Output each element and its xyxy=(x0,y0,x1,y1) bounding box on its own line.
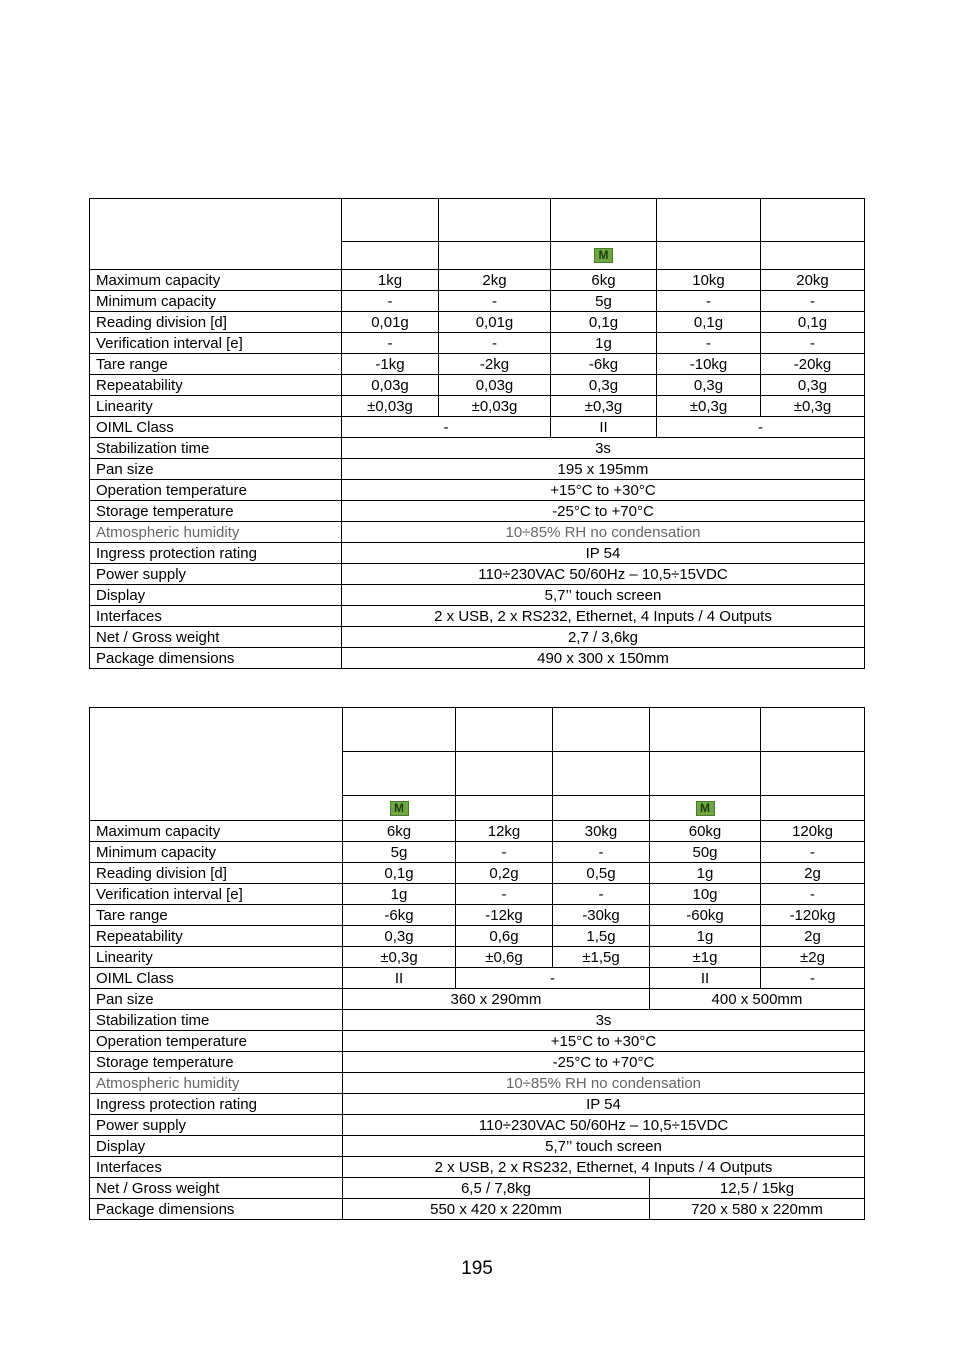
row-label: Operation temperature xyxy=(90,1031,343,1052)
table-row xyxy=(90,501,865,522)
table-cell: 0,1g xyxy=(551,312,657,333)
empty-header-cell xyxy=(551,242,657,270)
table-cell: 3s xyxy=(343,1010,865,1031)
table-row xyxy=(90,459,865,480)
table-cell: - xyxy=(657,417,865,438)
table-row xyxy=(90,648,865,669)
table-cell: 0,3g xyxy=(657,375,761,396)
table-cell: 3s xyxy=(342,438,865,459)
table-cell: 1,5g xyxy=(553,926,650,947)
table-row xyxy=(90,564,865,585)
table-row xyxy=(90,1115,865,1136)
table-cell: - xyxy=(342,291,439,312)
table-cell: II xyxy=(343,968,456,989)
row-label: Repeatability xyxy=(90,375,342,396)
row-label: Linearity xyxy=(90,396,342,417)
table-cell: 0,6g xyxy=(456,926,553,947)
row-label: Atmospheric humidity xyxy=(90,522,342,543)
table-row xyxy=(90,1094,865,1115)
table-cell: 12kg xyxy=(456,821,553,842)
row-label: Tare range xyxy=(90,905,343,926)
table-cell: 0,1g xyxy=(657,312,761,333)
table-cell: 0,1g xyxy=(761,312,865,333)
row-label: Stabilization time xyxy=(90,438,342,459)
table-cell: 2g xyxy=(761,926,865,947)
row-label: Repeatability xyxy=(90,926,343,947)
legal-metrology-m-icon: M xyxy=(390,801,409,816)
empty-header-cell xyxy=(553,708,650,752)
table-cell: - xyxy=(761,968,865,989)
table-cell: 6kg xyxy=(343,821,456,842)
table-row xyxy=(90,312,865,333)
empty-header-cell xyxy=(439,199,551,242)
table-cell: - xyxy=(439,333,551,354)
table-row xyxy=(90,270,865,291)
table-cell: - xyxy=(342,417,551,438)
empty-header-cell xyxy=(761,708,865,752)
row-label: Linearity xyxy=(90,947,343,968)
table-row xyxy=(90,438,865,459)
table-cell: -25°C to +70°C xyxy=(342,501,865,522)
table-row xyxy=(90,522,865,543)
table-cell: - xyxy=(761,884,865,905)
table-cell: ±0,3g xyxy=(761,396,865,417)
table-cell: -1kg xyxy=(342,354,439,375)
table-row xyxy=(90,291,865,312)
table-cell: 110÷230VAC 50/60Hz – 10,5÷15VDC xyxy=(342,564,865,585)
table-cell: 30kg xyxy=(553,821,650,842)
table-row xyxy=(90,821,865,842)
table-row xyxy=(90,1199,865,1220)
table-cell: ±0,03g xyxy=(439,396,551,417)
table-row xyxy=(90,1073,865,1094)
row-label: Interfaces xyxy=(90,606,342,627)
header-corner-cell xyxy=(90,199,342,270)
table-row xyxy=(90,884,865,905)
row-label: Reading division [d] xyxy=(90,312,342,333)
empty-header-cell xyxy=(456,708,553,752)
table-row xyxy=(90,417,865,438)
table-cell: -6kg xyxy=(343,905,456,926)
table-cell: 2 x USB, 2 x RS232, Ethernet, 4 Inputs / 4 Outputs xyxy=(342,606,865,627)
empty-header-cell xyxy=(657,199,761,242)
table-cell: - xyxy=(657,291,761,312)
row-label: Display xyxy=(90,1136,343,1157)
table-cell: ±0,3g xyxy=(343,947,456,968)
row-label: OIML Class xyxy=(90,417,342,438)
table-cell: 6kg xyxy=(551,270,657,291)
table-cell: 60kg xyxy=(650,821,761,842)
table-cell: II xyxy=(650,968,761,989)
table-cell: -30kg xyxy=(553,905,650,926)
empty-header-cell xyxy=(650,752,761,796)
table-cell: -6kg xyxy=(551,354,657,375)
empty-header-cell xyxy=(456,796,553,821)
table-cell: 1g xyxy=(650,926,761,947)
empty-header-cell xyxy=(650,796,761,821)
row-label: Net / Gross weight xyxy=(90,1178,343,1199)
empty-header-cell xyxy=(551,199,657,242)
table-cell: -12kg xyxy=(456,905,553,926)
table-cell: ±0,6g xyxy=(456,947,553,968)
row-label: Verification interval [e] xyxy=(90,884,343,905)
table-row xyxy=(90,947,865,968)
table-cell: -25°C to +70°C xyxy=(343,1052,865,1073)
row-label: Net / Gross weight xyxy=(90,627,342,648)
table-cell: 10÷85% RH no condensation xyxy=(343,1073,865,1094)
empty-header-cell xyxy=(553,752,650,796)
table-cell: 0,2g xyxy=(456,863,553,884)
table-cell: 550 x 420 x 220mm xyxy=(343,1199,650,1220)
table-cell: - xyxy=(553,884,650,905)
table-row xyxy=(90,627,865,648)
table-cell: 10kg xyxy=(657,270,761,291)
row-label: Minimum capacity xyxy=(90,291,342,312)
empty-header-cell xyxy=(761,796,865,821)
row-label: Storage temperature xyxy=(90,1052,343,1073)
table-cell: 12,5 / 15kg xyxy=(650,1178,865,1199)
table-cell: 2 x USB, 2 x RS232, Ethernet, 4 Inputs / 4 Outputs xyxy=(343,1157,865,1178)
table-row xyxy=(90,905,865,926)
table-cell: - xyxy=(342,333,439,354)
table-cell: - xyxy=(456,842,553,863)
table-cell: 6,5 / 7,8kg xyxy=(343,1178,650,1199)
table-cell: 1g xyxy=(551,333,657,354)
table-row xyxy=(90,1178,865,1199)
table-cell: 0,1g xyxy=(343,863,456,884)
table-cell: ±0,3g xyxy=(551,396,657,417)
legal-metrology-m-icon: M xyxy=(594,248,613,263)
table-cell: 10÷85% RH no condensation xyxy=(342,522,865,543)
row-label: Pan size xyxy=(90,989,343,1010)
row-label: Maximum capacity xyxy=(90,821,343,842)
row-label: Display xyxy=(90,585,342,606)
empty-header-cell xyxy=(657,242,761,270)
table-cell: 195 x 195mm xyxy=(342,459,865,480)
spec-table-1 xyxy=(89,198,865,669)
table-cell: 2,7 / 3,6kg xyxy=(342,627,865,648)
table-cell: 0,03g xyxy=(439,375,551,396)
table-cell: -60kg xyxy=(650,905,761,926)
row-label: Pan size xyxy=(90,459,342,480)
table-row xyxy=(90,863,865,884)
row-label: Stabilization time xyxy=(90,1010,343,1031)
table-row xyxy=(90,968,865,989)
table-cell: 360 x 290mm xyxy=(343,989,650,1010)
table-row xyxy=(90,585,865,606)
empty-header-cell xyxy=(343,796,456,821)
row-label: Operation temperature xyxy=(90,480,342,501)
table-cell: - xyxy=(456,884,553,905)
empty-header-cell xyxy=(343,752,456,796)
table-row xyxy=(90,1136,865,1157)
table-cell: - xyxy=(761,842,865,863)
header-corner-cell xyxy=(90,708,343,821)
empty-header-cell xyxy=(342,199,439,242)
table-cell: 720 x 580 x 220mm xyxy=(650,1199,865,1220)
table-row xyxy=(90,354,865,375)
table-cell: - xyxy=(761,333,865,354)
empty-header-cell xyxy=(553,796,650,821)
row-label: Ingress protection rating xyxy=(90,543,342,564)
table-cell: ±1,5g xyxy=(553,947,650,968)
table-cell: 400 x 500mm xyxy=(650,989,865,1010)
row-label: Atmospheric humidity xyxy=(90,1073,343,1094)
legal-metrology-m-icon: M xyxy=(696,801,715,816)
table-cell: 0,03g xyxy=(342,375,439,396)
table-cell: 0,01g xyxy=(439,312,551,333)
table-cell: 0,3g xyxy=(551,375,657,396)
table-cell: ±0,3g xyxy=(657,396,761,417)
table-cell: 2kg xyxy=(439,270,551,291)
row-label: Storage temperature xyxy=(90,501,342,522)
row-label: Minimum capacity xyxy=(90,842,343,863)
table-row xyxy=(90,1010,865,1031)
empty-header-cell xyxy=(761,199,865,242)
empty-header-cell xyxy=(342,242,439,270)
empty-header-cell xyxy=(650,708,761,752)
table-cell: 120kg xyxy=(761,821,865,842)
table-cell: 5,7’’ touch screen xyxy=(343,1136,865,1157)
table-row xyxy=(90,606,865,627)
table-cell: -120kg xyxy=(761,905,865,926)
table-cell: IP 54 xyxy=(343,1094,865,1115)
table-row xyxy=(90,543,865,564)
row-label: Package dimensions xyxy=(90,648,342,669)
table-cell: 1g xyxy=(343,884,456,905)
row-label: OIML Class xyxy=(90,968,343,989)
table-cell: 5,7’’ touch screen xyxy=(342,585,865,606)
page-number: 195 xyxy=(461,1258,493,1279)
table-cell: 5g xyxy=(551,291,657,312)
table-cell: - xyxy=(439,291,551,312)
table-cell: ±2g xyxy=(761,947,865,968)
empty-header-cell xyxy=(343,708,456,752)
table-cell: +15°C to +30°C xyxy=(342,480,865,501)
header-row xyxy=(90,708,865,752)
table-row xyxy=(90,842,865,863)
table-cell: 0,5g xyxy=(553,863,650,884)
row-label: Power supply xyxy=(90,1115,343,1136)
spec-table-2 xyxy=(89,707,865,1220)
empty-header-cell xyxy=(761,752,865,796)
table-row xyxy=(90,396,865,417)
table-row xyxy=(90,989,865,1010)
table-row xyxy=(90,375,865,396)
table-cell: -2kg xyxy=(439,354,551,375)
table-cell: 0,01g xyxy=(342,312,439,333)
table-row xyxy=(90,1157,865,1178)
table-cell: ±1g xyxy=(650,947,761,968)
table-cell: ±0,03g xyxy=(342,396,439,417)
table-cell: - xyxy=(657,333,761,354)
table-cell: 1kg xyxy=(342,270,439,291)
table-row xyxy=(90,926,865,947)
header-row xyxy=(90,199,865,242)
empty-header-cell xyxy=(439,242,551,270)
table-cell: -10kg xyxy=(657,354,761,375)
row-label: Tare range xyxy=(90,354,342,375)
table-row xyxy=(90,333,865,354)
row-label: Verification interval [e] xyxy=(90,333,342,354)
table-row xyxy=(90,1031,865,1052)
table-row xyxy=(90,1052,865,1073)
table-cell: - xyxy=(761,291,865,312)
row-label: Power supply xyxy=(90,564,342,585)
table-cell: 5g xyxy=(343,842,456,863)
row-label: Interfaces xyxy=(90,1157,343,1178)
table-cell: 50g xyxy=(650,842,761,863)
table-cell: II xyxy=(551,417,657,438)
table-cell: 10g xyxy=(650,884,761,905)
table-cell: 490 x 300 x 150mm xyxy=(342,648,865,669)
table-cell: 20kg xyxy=(761,270,865,291)
row-label: Package dimensions xyxy=(90,1199,343,1220)
row-label: Maximum capacity xyxy=(90,270,342,291)
table-cell: - xyxy=(553,842,650,863)
table-cell: - xyxy=(456,968,650,989)
table-cell: 0,3g xyxy=(761,375,865,396)
table-row xyxy=(90,480,865,501)
table-cell: 110÷230VAC 50/60Hz – 10,5÷15VDC xyxy=(343,1115,865,1136)
table-cell: -20kg xyxy=(761,354,865,375)
table-cell: 1g xyxy=(650,863,761,884)
table-cell: 2g xyxy=(761,863,865,884)
table-cell: IP 54 xyxy=(342,543,865,564)
table-cell: 0,3g xyxy=(343,926,456,947)
empty-header-cell xyxy=(761,242,865,270)
row-label: Reading division [d] xyxy=(90,863,343,884)
table-cell: +15°C to +30°C xyxy=(343,1031,865,1052)
row-label: Ingress protection rating xyxy=(90,1094,343,1115)
empty-header-cell xyxy=(456,752,553,796)
